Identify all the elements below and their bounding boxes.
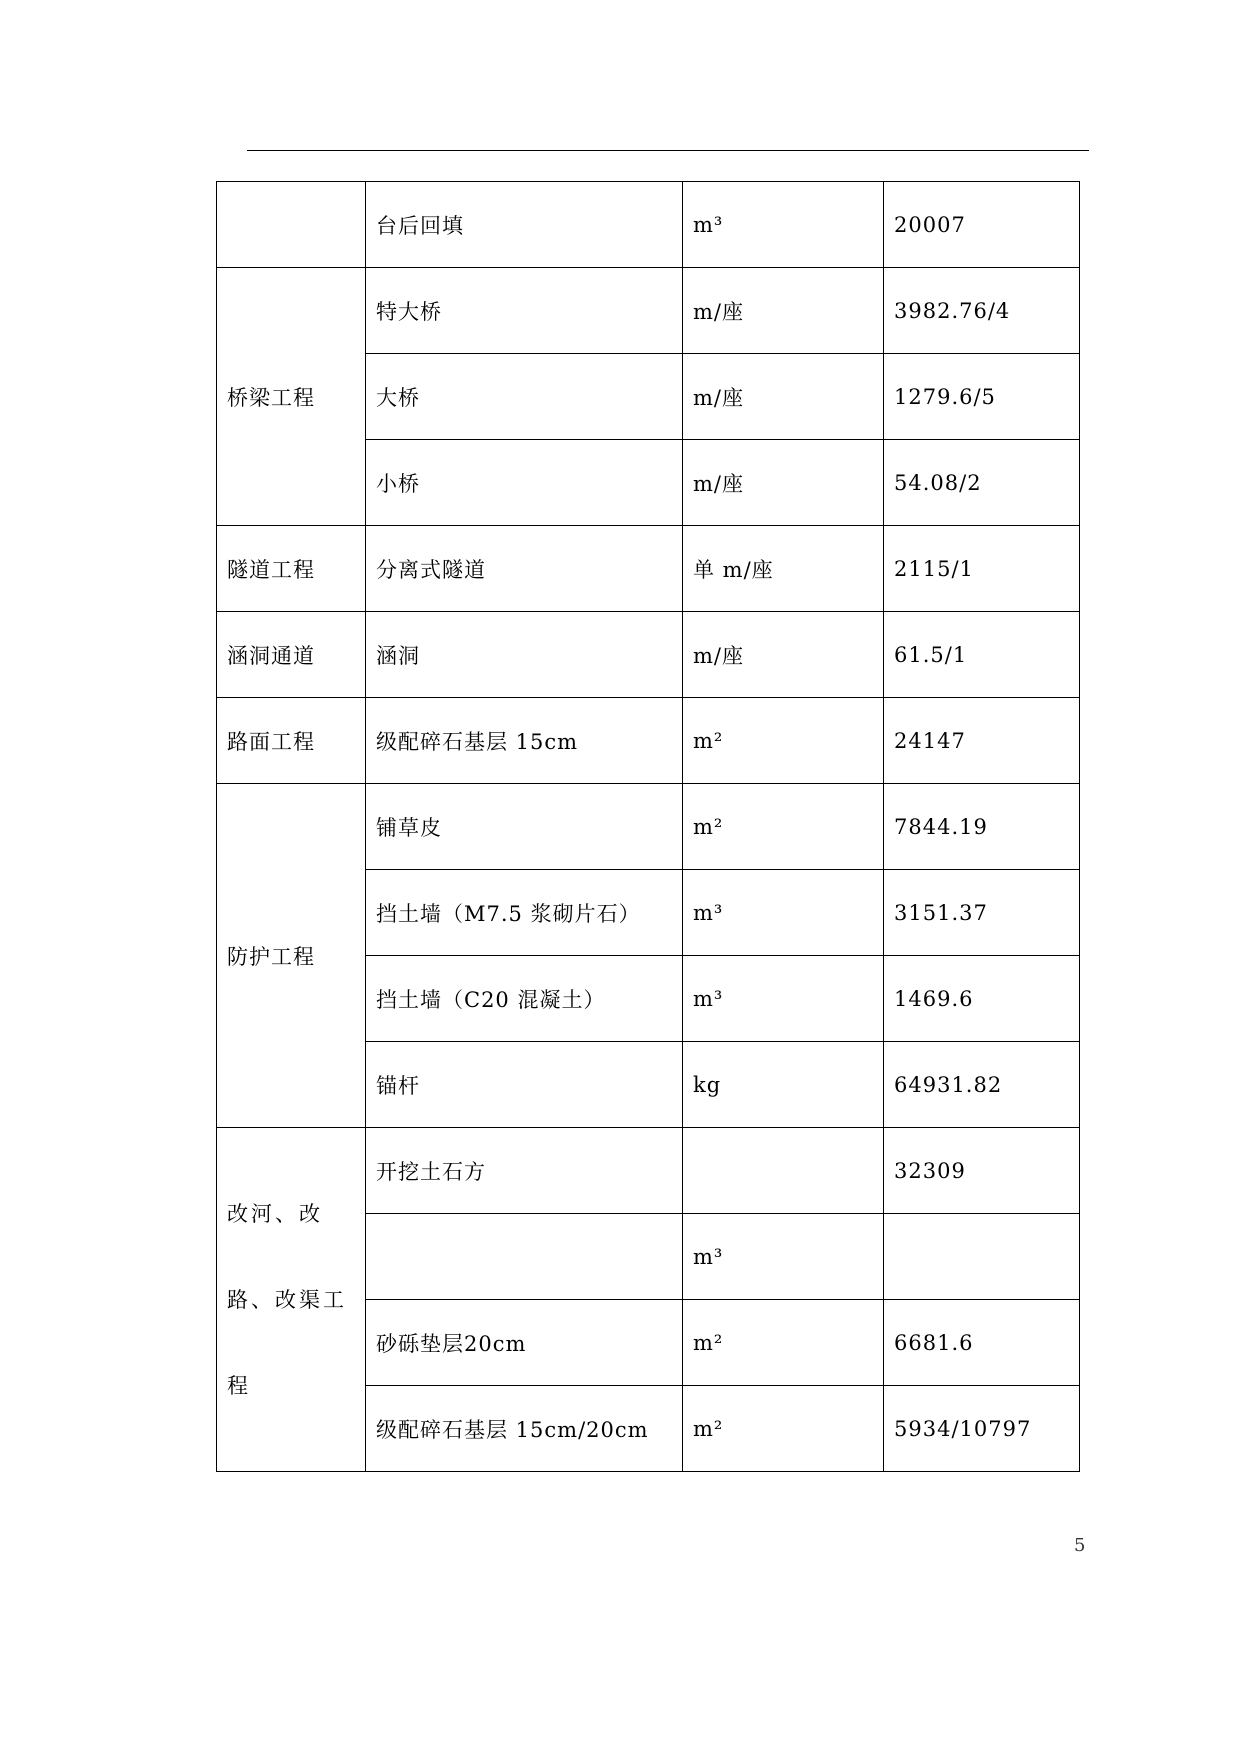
item-cell: 砂砾垫层20cm	[366, 1300, 683, 1386]
unit-cell: m/座	[683, 612, 884, 698]
quantities-table	[216, 181, 1080, 1472]
unit-cell: kg	[683, 1042, 884, 1128]
category-cell: 隧道工程	[217, 526, 366, 612]
item-cell: 挡土墙（C20 混凝土）	[366, 956, 683, 1042]
quantity-cell: 24147	[884, 698, 1080, 784]
table-row	[217, 526, 1080, 612]
quantity-cell: 32309	[884, 1128, 1080, 1214]
unit-cell: m³	[683, 956, 884, 1042]
category-cell: 防护工程	[217, 784, 366, 1128]
item-cell: 涵洞	[366, 612, 683, 698]
table-row	[217, 1128, 1080, 1214]
category-cell: 改河、改路、改渠工程	[217, 1128, 366, 1472]
quantity-cell: 7844.19	[884, 784, 1080, 870]
quantity-cell: 61.5/1	[884, 612, 1080, 698]
unit-cell: m/座	[683, 268, 884, 354]
item-cell: 特大桥	[366, 268, 683, 354]
unit-cell: m/座	[683, 354, 884, 440]
item-cell: 小桥	[366, 440, 683, 526]
table-row	[217, 268, 1080, 354]
quantity-cell: 5934/10797	[884, 1386, 1080, 1472]
unit-cell: 单 m/座	[683, 526, 884, 612]
item-cell: 级配碎石基层 15cm	[366, 698, 683, 784]
quantity-cell: 1469.6	[884, 956, 1080, 1042]
item-cell: 铺草皮	[366, 784, 683, 870]
item-cell: 挡土墙（M7.5 浆砌片石）	[366, 870, 683, 956]
unit-cell: m²	[683, 1300, 884, 1386]
quantity-cell: 54.08/2	[884, 440, 1080, 526]
unit-cell	[683, 1128, 884, 1214]
item-cell: 大桥	[366, 354, 683, 440]
quantity-cell: 3151.37	[884, 870, 1080, 956]
table-row	[217, 182, 1080, 268]
item-cell	[366, 1214, 683, 1300]
quantity-cell: 6681.6	[884, 1300, 1080, 1386]
unit-cell: m²	[683, 1386, 884, 1472]
item-cell: 开挖土石方	[366, 1128, 683, 1214]
table-row	[217, 612, 1080, 698]
table-row	[217, 784, 1080, 870]
quantity-cell: 2115/1	[884, 526, 1080, 612]
quantity-cell: 64931.82	[884, 1042, 1080, 1128]
quantity-cell	[884, 1214, 1080, 1300]
category-cell	[217, 182, 366, 268]
category-cell: 涵洞通道	[217, 612, 366, 698]
unit-cell: m³	[683, 1214, 884, 1300]
header-rule	[247, 150, 1089, 151]
unit-cell: m²	[683, 784, 884, 870]
unit-cell: m/座	[683, 440, 884, 526]
category-cell: 路面工程	[217, 698, 366, 784]
unit-cell: m³	[683, 870, 884, 956]
category-cell: 桥梁工程	[217, 268, 366, 526]
item-cell: 台后回填	[366, 182, 683, 268]
item-cell: 分离式隧道	[366, 526, 683, 612]
unit-cell: m³	[683, 182, 884, 268]
page-number: 5	[1074, 1535, 1086, 1556]
item-cell: 锚杆	[366, 1042, 683, 1128]
table-row	[217, 698, 1080, 784]
item-cell: 级配碎石基层 15cm/20cm	[366, 1386, 683, 1472]
quantity-cell: 20007	[884, 182, 1080, 268]
unit-cell: m²	[683, 698, 884, 784]
quantity-cell: 3982.76/4	[884, 268, 1080, 354]
quantity-cell: 1279.6/5	[884, 354, 1080, 440]
